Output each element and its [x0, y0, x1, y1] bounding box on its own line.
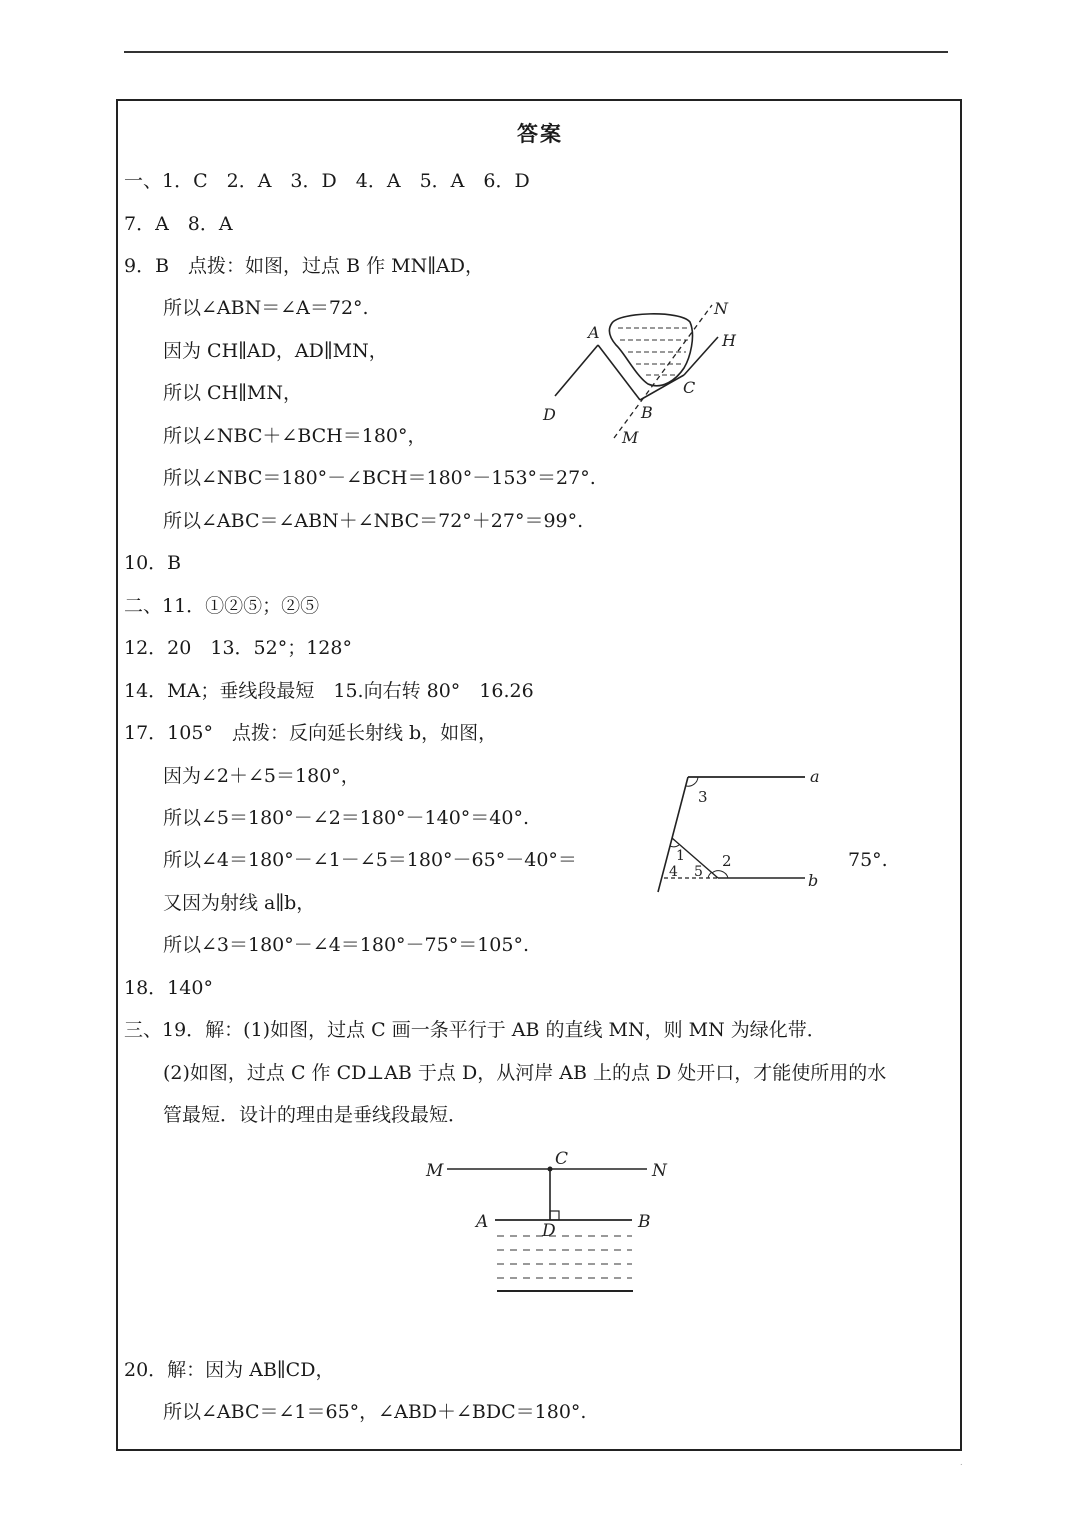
label-N: N	[714, 299, 728, 318]
label-A: A	[476, 1212, 489, 1232]
answer-q7-8: 7．A 8．A	[124, 213, 233, 235]
label-3: 3	[698, 788, 708, 806]
figure-q17	[650, 765, 830, 895]
answer-q17-head: 17．105° 点拨：反向延长射线 b，如图，	[124, 722, 498, 744]
q19-part-2b: 管最短．设计的理由是垂线段最短．	[163, 1104, 468, 1126]
right-angle-mark	[550, 1211, 559, 1220]
q17-step-5: 所以∠3＝180°－∠4＝180°－75°＝105°.	[163, 934, 530, 956]
segment-AD	[555, 345, 598, 396]
q9-step-2: 因为 CH∥AD，AD∥MN，	[163, 340, 388, 362]
q9-step-4: 所以∠NBC＋∠BCH＝180°，	[163, 425, 427, 447]
q9-step-3: 所以 CH∥MN，	[163, 382, 303, 404]
lake-hatching	[618, 328, 688, 375]
q17-step-1: 因为∠2＋∠5＝180°，	[163, 765, 360, 787]
label-C: C	[555, 1149, 569, 1169]
answer-q9-head: 9．B 点拨：如图，过点 B 作 MN∥AD，	[124, 255, 484, 277]
label-4: 4	[669, 864, 678, 880]
label-a: a	[810, 767, 820, 786]
answer-q20-head: 20．解：因为 AB∥CD，	[124, 1359, 335, 1381]
label-N: N	[652, 1161, 667, 1181]
river-hatching	[497, 1236, 632, 1278]
segment-BC	[640, 375, 684, 400]
answer-q11: 二、11．①②⑤；②⑤	[124, 595, 320, 617]
label-M: M	[426, 1161, 444, 1181]
label-D: D	[542, 1221, 556, 1241]
q17-step-3-tail: 75°.	[848, 849, 888, 871]
footer-mark: .	[960, 1458, 963, 1467]
line-MN	[614, 305, 712, 438]
figure-q19	[420, 1145, 680, 1300]
answer-q19-head: 三、19．解：(1)如图，过点 C 画一条平行于 AB 的直线 MN，则 MN 为绿化带．	[124, 1019, 826, 1041]
label-A: A	[588, 323, 600, 342]
q17-step-2: 所以∠5＝180°－∠2＝180°－140°＝40°.	[163, 807, 530, 829]
answer-q10: 10．B	[124, 552, 182, 574]
top-rule	[124, 51, 948, 53]
answer-q18: 18．140°	[124, 977, 213, 999]
label-M: M	[622, 428, 639, 447]
label-2: 2	[722, 852, 732, 870]
q9-step-5: 所以∠NBC＝180°－∠BCH＝180°－153°＝27°.	[163, 467, 596, 489]
segment-AB	[598, 345, 640, 400]
label-D: D	[543, 405, 556, 424]
label-H: H	[722, 331, 736, 350]
q17-step-4: 又因为射线 a∥b，	[163, 892, 316, 914]
label-B: B	[641, 403, 653, 422]
label-b: b	[808, 871, 819, 890]
q20-step-1: 所以∠ABC＝∠1＝65°，∠ABD＋∠BDC＝180°.	[163, 1401, 587, 1423]
q17-step-3: 所以∠4＝180°－∠1－∠5＝180°－65°－40°＝	[163, 849, 577, 871]
answer-q14-16: 14．MA；垂线段最短 15.向右转 80° 16.26	[124, 680, 534, 702]
q9-step-1: 所以∠ABN＝∠A＝72°.	[163, 297, 369, 319]
label-C: C	[683, 378, 696, 397]
q19-part-2a: (2)如图，过点 C 作 CD⊥AB 于点 D，从河岸 AB 上的点 D 处开口，才能使所用的水	[163, 1062, 887, 1084]
arc-1	[670, 845, 679, 847]
label-5: 5	[694, 864, 703, 880]
q9-step-6: 所以∠ABC＝∠ABN＋∠NBC＝72°＋27°＝99°.	[163, 510, 584, 532]
page-title: 答案	[517, 121, 563, 146]
label-B: B	[638, 1212, 651, 1232]
arc-5	[708, 872, 712, 878]
label-1: 1	[676, 848, 685, 864]
answer-q1-6: 一、1．C 2．A 3．D 4．A 5．A 6．D	[124, 170, 530, 192]
figure-q9	[530, 290, 760, 450]
answer-q12-13: 12．20 13．52°；128°	[124, 637, 352, 659]
